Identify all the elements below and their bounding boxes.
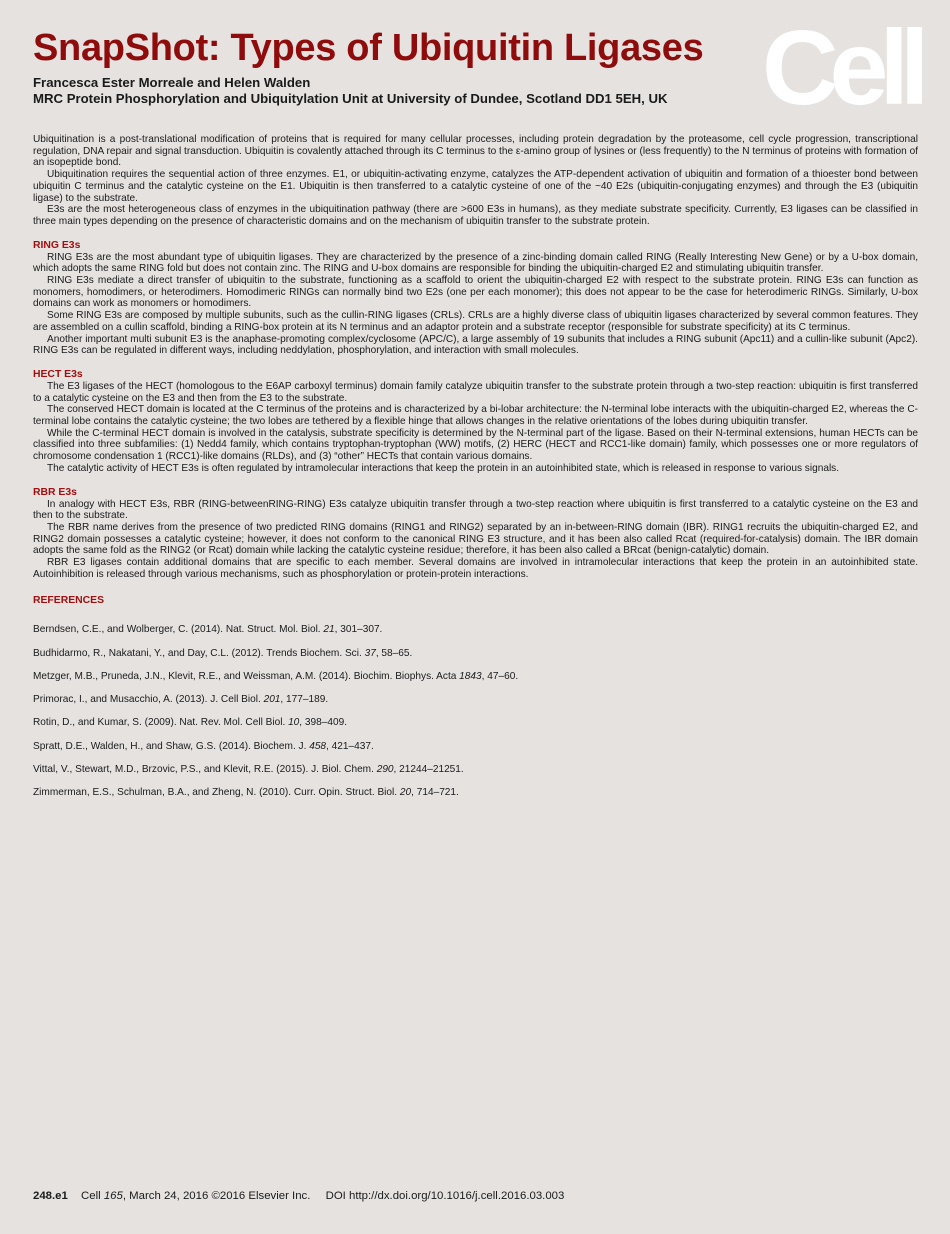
paragraph: Ubiquitination is a post-translational modification of proteins that is required for many cellular processes, including protein degradation by the proteasome, cell cycle progression, transcriptional regulation, DNA repair and signal transduction. Ubiquitin is covalently attached through its C terminus to the ε-amino group of lysines or (less frequently) to the N terminus of proteins with formation of an isopeptide bond. [33,134,918,169]
authors: Francesca Ester Morreale and Helen Walden [33,75,311,90]
hect-section [33,369,918,475]
paragraph: RING E3s mediate a direct transfer of ubiquitin to the substrate, functioning as a scaffold to orient the ubiquitin-charged E2 with respect to the substrate protein. RING E3s can function as monomers, homodimers, or heterodimers. Homodimeric RINGs can normally bind two E2s (one per each monomer); this does not appear to be the case for heterodimeric RINGs. Similarly, U-box domains can work as monomers or homodimers. [33,275,918,310]
reference-item: Metzger, M.B., Pruneda, J.N., Klevit, R.E., and Weissman, A.M. (2014). Biochim. Biophys. Acta 1843, 47–60. [33,670,519,682]
reference-item: Zimmerman, E.S., Schulman, B.A., and Zheng, N. (2010). Curr. Opin. Struct. Biol. 20, 714–721. [33,787,459,799]
references-list [33,624,918,799]
paragraph: The conserved HECT domain is located at the C terminus of the proteins and is characterized by a bi-lobar architecture: the N-terminal lobe interacts with the ubiquitin-charged E2, whereas the C-terminal lobe contains the catalytic cysteine; the two lobes are tethered by a flexible hinge that allows changes in the relative orientations of the lobes during ubiquitin transfer. [33,404,918,428]
paragraph: The catalytic activity of HECT E3s is often regulated by intramolecular interactions that keep the protein in an autoinhibited state, which is released in response to various signals. [47,462,840,474]
volume-number: 165 [103,1190,123,1202]
ring-section [33,240,918,357]
paragraph: RBR E3 ligases contain additional domains that are specific to each member. Several domains are involved in intramolecular interactions that keep the protein in an autoinhibited state. Autoinhibition is released through various mechanisms, such as phosphorylation or protein-protein interactions. [33,557,918,580]
section-heading: RBR E3s [33,486,77,498]
paragraph: E3s are the most heterogeneous class of enzymes in the ubiquitination pathway (there are >600 E3s in humans), as they mediate substrate specificity. Currently, E3 ligases can be classified in three main types depending on the presence of characteristic domains and on the mechanism of ubiquitin transfer to the substrate protein. [33,204,918,227]
doi-link[interactable]: DOI http://dx.doi.org/10.1016/j.cell.2016.03.003 [325,1190,565,1202]
reference-item: Rotin, D., and Kumar, S. (2009). Nat. Rev. Mol. Cell Biol. 10, 398–409. [33,717,348,729]
citation-text: , March 24, 2016 ©2016 Elsevier Inc. [122,1190,311,1202]
paragraph: The RBR name derives from the presence of two predicted RING domains (RING1 and RING2) separated by an in-between-RING domain (IBR). RING1 recruits the ubiquitin-charged E2, and RING2 domain possesses a catalytic cysteine; however, it does not conform to the canonical RING E3 structure, and it has been also called Rcat (required-for-catalysis) domain. The IBR domain adopts the same fold as the RING2 (or Rcat) domain while lacking the catalytic cysteine residue; therefore, it has been also called a BRcat (benign-catalytic) domain. [33,521,918,557]
rbr-section [33,487,918,581]
cell-logo: Cell [762,9,921,127]
affiliation: MRC Protein Phosphorylation and Ubiquitylation Unit at University of Dundee, Scotland DD1 5EH, UK [33,91,668,106]
reference-item: Budhidarmo, R., Nakatani, Y., and Day, C.L. (2012). Trends Biochem. Sci. 37, 58–65. [33,647,413,659]
page-footer [33,1190,564,1202]
reference-item: Berndsen, C.E., and Wolberger, C. (2014). Nat. Struct. Mol. Biol. 21, 301–307. [33,624,383,636]
paragraph: In analogy with HECT E3s, RBR (RING-betweenRING-RING) E3s catalyze ubiquitin transfer through a two-step reaction where ubiquitin is first transferred to a catalytic cysteine on the E3 and then to the substrate. [33,498,918,522]
article-body [33,134,918,811]
paragraph: RING E3s are the most abundant type of ubiquitin ligases. They are characterized by the presence of a zinc-binding domain called RING (Really Interesting New Gene) or by a U-box domain, which adopts the same RING fold but does not contain zinc. The RING and U-box domains are responsible for binding the ubiquitin-charged E2 and stimulating ubiquitin transfer. [33,251,918,275]
paragraph: Another important multi subunit E3 is the anaphase-promoting complex/cyclosome (APC/C), a large assembly of 19 subunits that includes a RING subunit (Apc11) and a cullin-like subunit (Apc2). RING E3s can be regulated in different ways, including neddylation, phosphorylation, and interaction with small molecules. [33,333,918,357]
page-number: 248.e1 [33,1190,68,1202]
intro-section [33,134,918,228]
section-heading: HECT E3s [33,368,83,380]
paragraph: The E3 ligases of the HECT (homologous to the E6AP carboxyl terminus) domain family catalyze ubiquitin transfer to the substrate protein through a two-step reaction: ubiquitin is first transferred to a catalytic cysteine on the E3 and then from the E3 to the substrate. [33,380,918,404]
paragraph: Some RING E3s are composed by multiple subunits, such as the cullin-RING ligases (CRLs). CRLs are a highly diverse class of ubiquitin ligases characterized by several common features. They are assembled on a cullin scaffold, binding a RING-box protein at its N terminus and an adaptor protein and a substrate receptor (responsible for substrate specificity) at its C terminus. [33,310,918,333]
section-heading: RING E3s [33,239,81,251]
reference-item: Primorac, I., and Musacchio, A. (2013). J. Cell Biol. 201, 177–189. [33,694,329,706]
paragraph: Ubiquitination requires the sequential action of three enzymes. E1, or ubiquitin-activating enzyme, catalyzes the ATP-dependent activation of ubiquitin and formation of a thioester bond between ubiquitin C terminus and the catalytic cysteine on the E1. Ubiquitin is then transferred to a catalytic cysteine of one of the ~40 E2s (ubiquitin-conjugating enzymes) and through the E3 (ubiquitin ligase) to the substrate. [33,169,918,204]
references-heading: REFERENCES [33,594,105,606]
page-title: SnapShot: Types of Ubiquitin Ligases [33,27,704,69]
author-block [33,75,668,107]
reference-item: Vittal, V., Stewart, M.D., Brzovic, P.S., and Klevit, R.E. (2015). J. Biol. Chem. 290, 21244–21251. [33,763,464,775]
paragraph: While the C-terminal HECT domain is involved in the catalysis, substrate specificity is determined by the N-terminal part of the ligase. Based on their N-terminal extensions, human HECTs can be classified into three subfamilies: (1) Nedd4 family, which contains tryptophan-tryptophan (WW) motifs, (2) HERC (HECT and RCC1-like domain) family, which possesses one or more regulators of chromosome condensation 1 (RCC1)-like domains (RLDs), and (3) “other” HECTs that contain various domains. [33,427,918,463]
journal-name: Cell [81,1190,101,1202]
reference-item: Spratt, D.E., Walden, H., and Shaw, G.S. (2014). Biochem. J. 458, 421–437. [33,740,374,752]
